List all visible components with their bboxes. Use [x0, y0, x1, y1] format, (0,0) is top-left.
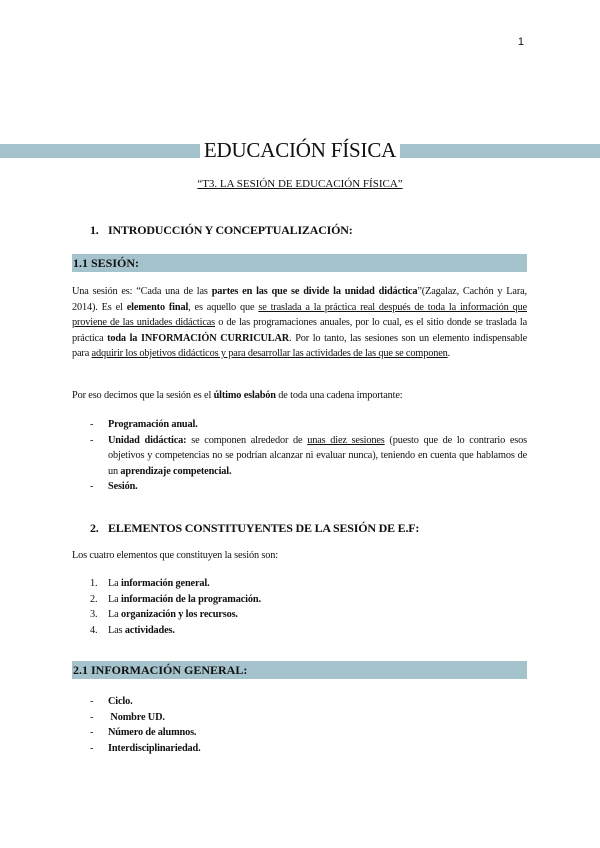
p1-k: . — [447, 348, 451, 360]
list-number: 3. — [90, 609, 98, 621]
subsection-2-1-heading: 2.1 INFORMACIÓN GENERAL: — [72, 661, 527, 679]
item-text: actividades. — [124, 624, 175, 636]
bullet-text: Ciclo. — [108, 696, 133, 707]
subtitle-wrap — [0, 178, 600, 190]
p1-g: o de las programaciones anuales, por lo cual, es el sitio donde se traslada la práctica — [72, 317, 527, 344]
list-item — [90, 725, 527, 741]
bullet-marker: - — [90, 419, 94, 430]
paragraph-last-link — [72, 388, 527, 404]
list-item — [90, 741, 527, 757]
item-prefix: La — [108, 609, 121, 621]
b2-b: se componen alrededor de — [186, 434, 308, 446]
item-prefix: La — [108, 593, 121, 605]
paragraph-session-definition — [72, 284, 527, 362]
bullet-text: Número de alumnos. — [108, 727, 197, 739]
page-title-wrap — [0, 138, 600, 163]
section-2-title: ELEMENTOS CONSTITUYENTES DE LA SESIÓN DE E.F: — [108, 521, 420, 535]
p1-a: Una sesión es: “Cada una de las — [72, 286, 212, 297]
b2-a: Unidad didáctica: — [108, 434, 187, 446]
p1-i: . Por lo tanto, las sesiones son un elemento indispensable para — [72, 332, 527, 360]
section-1-heading — [90, 223, 353, 238]
p2-a: Por eso decimos que la sesión es el — [72, 390, 214, 401]
list-item — [90, 479, 527, 495]
item-text: organización y los recursos. — [120, 609, 238, 621]
page-number: 1 — [517, 36, 524, 48]
numbered-list-elements — [90, 576, 527, 638]
section-1-title: INTRODUCCIÓN Y CONCEPTUALIZACIÓN: — [108, 223, 353, 237]
bullet-marker: - — [90, 481, 94, 493]
list-item — [90, 694, 527, 710]
p1-d: elemento final — [126, 301, 189, 313]
bullet-text: Interdisciplinariedad. — [108, 742, 201, 754]
p1-f: se traslada a la práctica real después de toda la información que proviene de las unidades didácticas — [72, 301, 527, 329]
item-text: información general. — [120, 578, 210, 589]
list-number: 2. — [90, 593, 98, 605]
p1-c: ”(Zagalaz, Cachón y Lara, 2014). Es el — [72, 286, 527, 313]
page-title: EDUCACIÓN FÍSICA — [200, 138, 400, 162]
bullet-marker: - — [90, 696, 94, 707]
list-item — [90, 607, 527, 623]
list-item — [90, 710, 527, 726]
p2-b: último eslabón — [213, 390, 276, 401]
section-1-number: 1. — [90, 223, 99, 237]
item-prefix: La — [108, 578, 121, 589]
bullet-list-general-info — [90, 694, 527, 756]
item-text: información de la programación. — [120, 593, 261, 605]
bullet-marker: - — [90, 727, 94, 739]
bullet-text: Sesión. — [108, 481, 138, 493]
b2-c: unas diez sesiones — [307, 434, 385, 446]
paragraph-four-elements: Los cuatro elementos que constituyen la sesión son: — [72, 550, 278, 561]
list-number: 4. — [90, 624, 98, 636]
bullet-marker: - — [90, 434, 94, 446]
list-item — [90, 576, 527, 592]
list-item — [90, 592, 527, 608]
p1-j: adquirir los objetivos didácticos y para desarrollar las actividades de las que se componen — [91, 348, 448, 360]
p1-h: toda la INFORMACIÓN CURRICULAR — [107, 332, 290, 344]
bullet-marker: - — [90, 742, 94, 754]
subsection-1-1-heading: 1.1 SESIÓN: — [72, 254, 527, 272]
b2-e: aprendizaje competencial. — [120, 465, 232, 477]
subtitle: “T3. LA SESIÓN DE EDUCACIÓN FÍSICA” — [197, 178, 403, 190]
item-prefix: Las — [108, 624, 125, 636]
p1-b: partes en las que se divide la unidad didáctica — [211, 286, 418, 297]
bullet-text: Nombre UD. — [108, 711, 165, 723]
bullet-marker: - — [90, 711, 94, 723]
p2-c: de toda una cadena importante: — [275, 390, 403, 401]
section-2-number: 2. — [90, 521, 99, 535]
b2-d: (puesto que de lo contrario esos objetivos y competencias no se podrían alcanzar ni evaluar nunca), teniendo en cuenta que hablamos de un — [108, 434, 527, 477]
bullet-list-chain — [90, 417, 527, 495]
list-item — [90, 417, 527, 433]
list-number: 1. — [90, 578, 98, 589]
list-item — [90, 623, 527, 639]
section-2-heading — [90, 521, 419, 536]
list-item — [90, 433, 527, 480]
bullet-text: Programación anual. — [108, 419, 198, 430]
p1-e: , es aquello que — [188, 301, 259, 313]
